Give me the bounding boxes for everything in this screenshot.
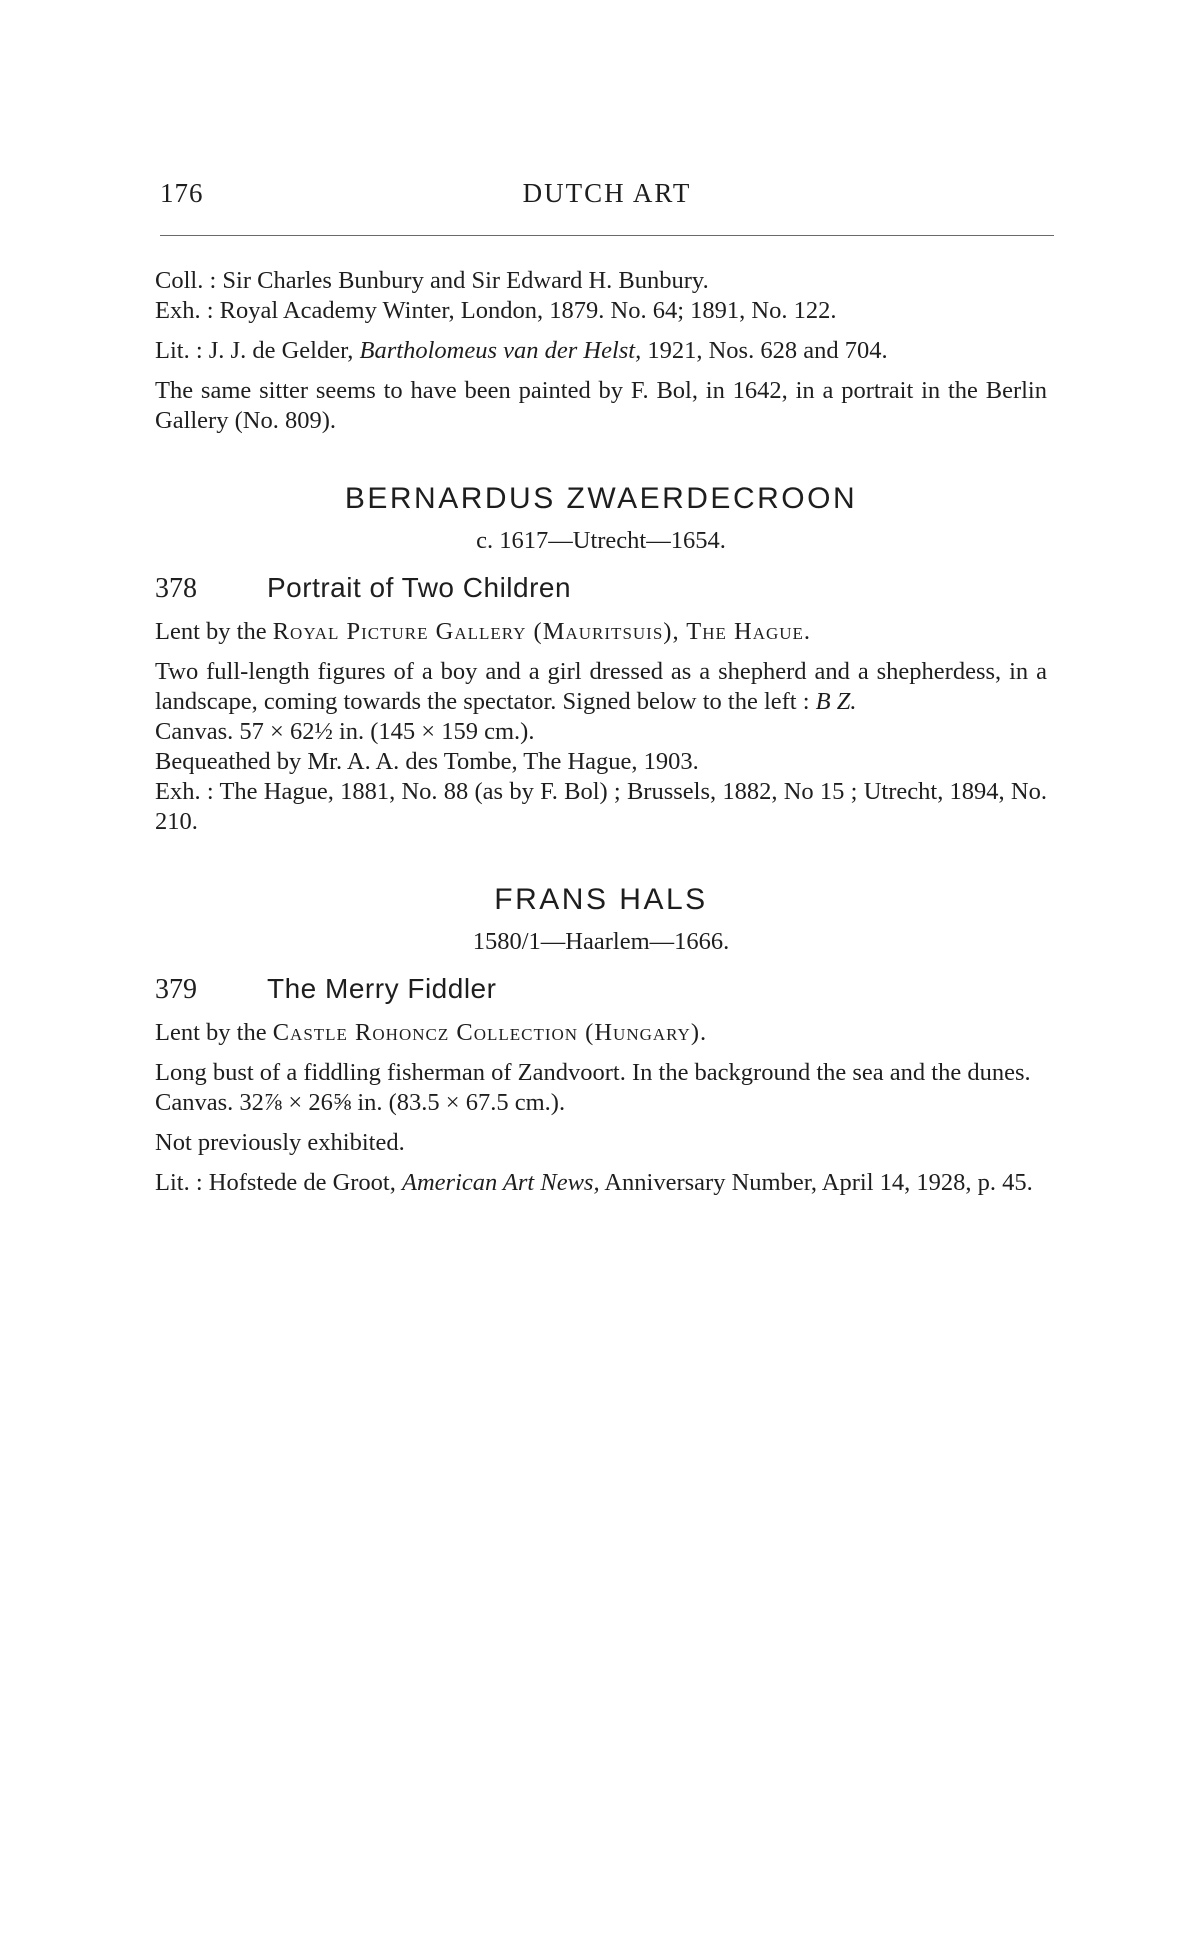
exhibition-line: Exh. : The Hague, 1881, No. 88 (as by F. Bol) ; Brussels, 1882, No 15 ; Utrecht, 1894, No. 210. [155,778,1047,835]
lender-line [155,617,1047,647]
signature-text: B Z. [815,688,857,715]
catalogue-entry-title [155,971,1047,1008]
lender-prefix: Lent by the [155,1019,273,1046]
literature-title: Bartholomeus van der Helst, [359,337,642,364]
catalogue-number: 378 [155,573,197,604]
exhibition-line: Exh. : Royal Academy Winter, London, 1879. No. 64; 1891, No. 122. [155,297,837,324]
canvas-dimensions: Canvas. 32⅞ × 26⅝ in. (83.5 × 67.5 cm.). [155,1089,566,1116]
exhibition-line: Not previously exhibited. [155,1129,405,1156]
artist-dates: c. 1617—Utrecht—1654. [476,527,726,554]
page-number: 176 [160,178,204,208]
page-header [160,178,1054,214]
lender-name: Royal Picture Gallery (Mauritsuis), The Hague. [272,618,812,645]
literature-prefix: Lit. : J. J. de Gelder, [155,337,360,364]
lender-name: Castle Rohoncz Collection (Hungary). [272,1019,708,1046]
artist-dates: 1580/1—Haarlem—1666. [472,928,730,955]
header-rule [160,235,1054,236]
note-paragraph: The same sitter seems to have been painted by F. Bol, in 1642, in a portrait in the Berlin Gallery (No. 809). [155,377,1047,434]
artwork-title: Portrait of Two Children [267,572,572,603]
literature-line [155,336,1047,366]
literature-line [155,1168,1047,1198]
description-text: Two full-length figures of a boy and a girl dressed as a shepherd and a shepherdess, in a landscape, coming towards the spectator. Signed below to the left : [155,658,1047,715]
literature-suffix: 1921, Nos. 628 and 704. [641,337,888,364]
literature-title: American Art News, [402,1169,600,1196]
lender-prefix: Lent by the [155,618,273,645]
literature-suffix: Anniversary Number, April 14, 1928, p. 45. [599,1169,1033,1196]
description-paragraph [155,657,1047,717]
catalogue-entry-title [155,570,1047,607]
lender-line [155,1018,1047,1048]
artist-heading: FRANS HALS [494,883,708,916]
artist-heading: BERNARDUS ZWAERDECROON [344,482,858,515]
bequest-line: Bequeathed by Mr. A. A. des Tombe, The Hague, 1903. [155,748,699,775]
page-body [155,266,1047,1198]
artwork-title: The Merry Fiddler [267,973,497,1004]
catalogue-number: 379 [155,974,197,1005]
literature-prefix: Lit. : Hofstede de Groot, [155,1169,402,1196]
running-head: DUTCH ART [522,178,692,208]
collection-line: Coll. : Sir Charles Bunbury and Sir Edward H. Bunbury. [155,267,709,294]
description-paragraph: Long bust of a fiddling fisherman of Zandvoort. In the background the sea and the dunes. [155,1059,1031,1086]
canvas-dimensions: Canvas. 57 × 62½ in. (145 × 159 cm.). [155,718,535,745]
